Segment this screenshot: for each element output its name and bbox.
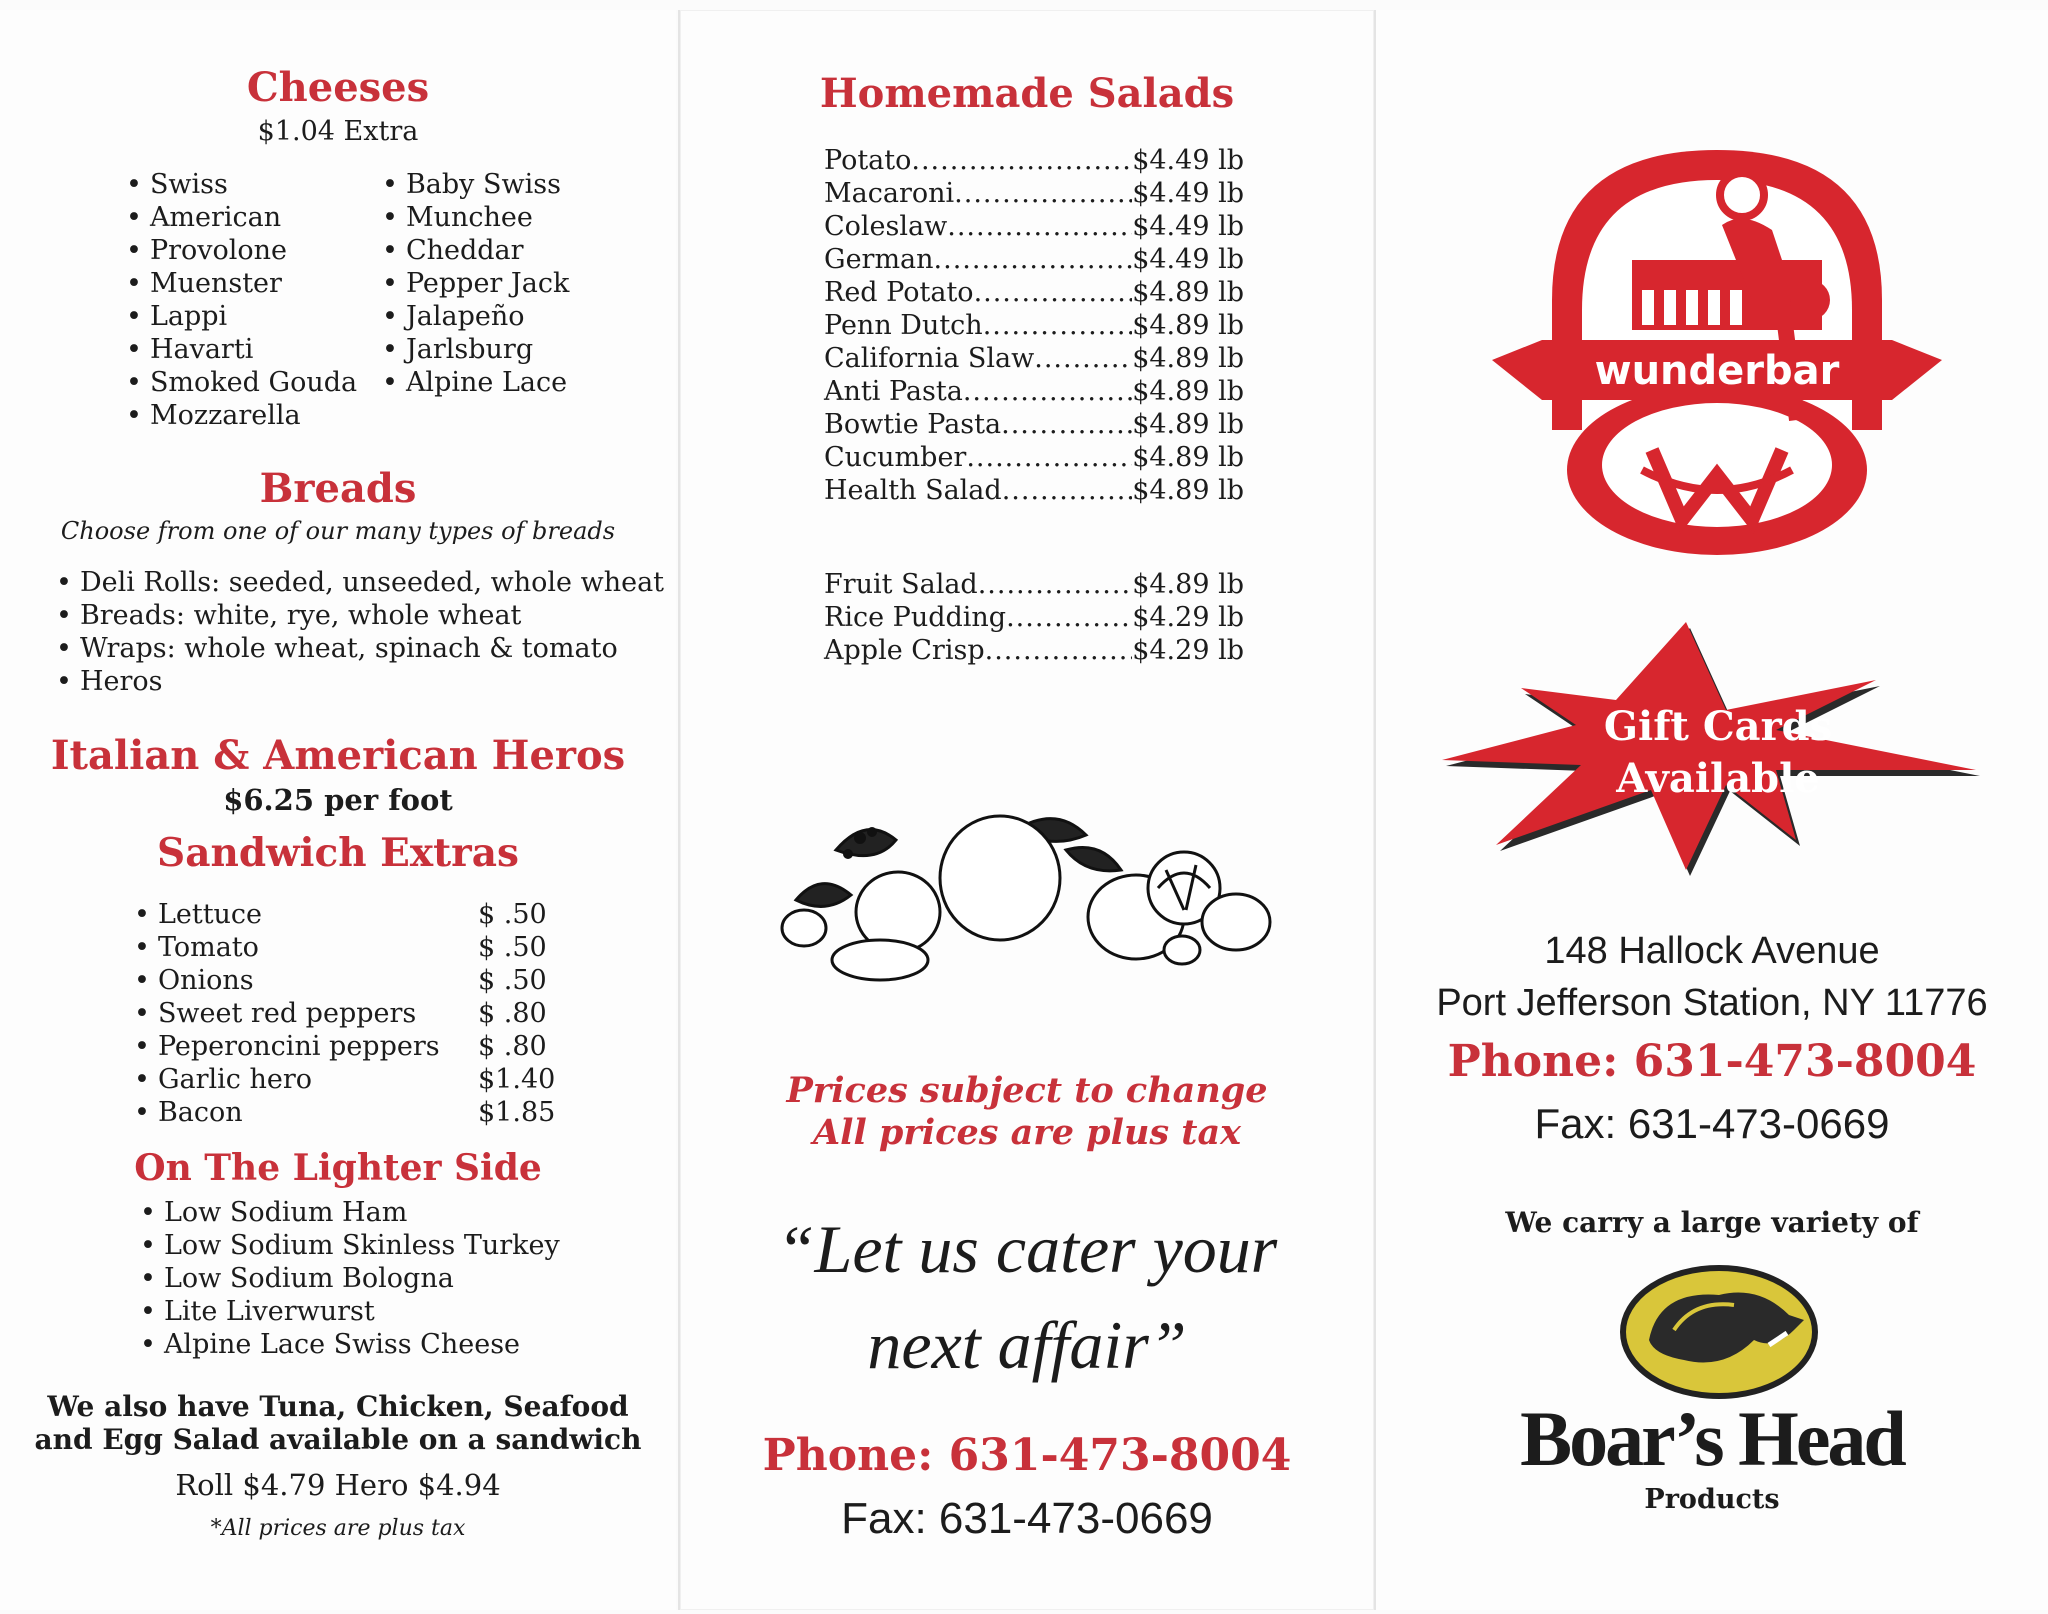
cheese-item: • Baby Swiss [382,168,569,201]
heros-title: Italian & American Heros [50,732,626,779]
extra-price: $ .50 [478,965,547,996]
cheese-item: • Alpine Lace [382,366,569,399]
salad-item [824,210,1244,243]
salad-price: $4.89 lb [1132,343,1244,374]
extra-name: Bacon [157,1097,243,1128]
salad-name: Red Potato [824,277,974,308]
salad-item [824,177,1244,210]
cheese-item: • Munchee [382,201,569,234]
cheese-item: • Cheddar [382,234,569,267]
salad-price: $4.49 lb [1132,244,1244,275]
lighter-item: • Low Sodium Skinless Turkey [140,1229,560,1262]
salad-item [824,474,1244,507]
salad-item [824,375,1244,408]
dot-leader [1006,601,1132,634]
cheese-item: • Smoked Gouda [126,366,357,399]
notice-prices-change: Prices subject to change [786,1070,1268,1111]
salad-name: Health Salad [824,475,1002,506]
notice-plus-tax: All prices are plus tax [813,1112,1241,1153]
salads-title: Homemade Salads [819,70,1235,117]
middle-phone: Phone: 631-473-8004 [762,1430,1292,1481]
salad-name: California Slaw [824,343,1035,374]
salad-price: $4.49 lb [1132,211,1244,242]
lighter-title: On The Lighter Side [134,1147,542,1189]
salad-name: Bowtie Pasta [824,409,1002,440]
extra-price: $ .50 [478,932,547,963]
extra-name: Onions [157,965,254,996]
dot-leader [1001,408,1132,441]
extras-title: Sandwich Extras [157,830,519,876]
lighter-list [140,1196,560,1361]
extra-name: Tomato [157,932,259,963]
extra-item: • Garlic hero $1.40 [134,1064,556,1095]
salad-sandwich-prices: Roll $4.79 Hero $4.94 [175,1468,501,1502]
cheese-item: • American [126,201,357,234]
dot-leader [983,309,1133,342]
extra-name: Garlic hero [157,1064,313,1095]
salad-price: $4.49 lb [1132,178,1244,209]
salad-price: $4.49 lb [1132,145,1244,176]
salad-name: Cucumber [824,442,967,473]
salad-name: Potato [824,145,912,176]
gift-cards-line1: Gift Cards [1603,703,1833,750]
boars-head-logo [1619,1260,1819,1400]
cheese-item: • Lappi [126,300,357,333]
salad-price: $4.89 lb [1132,442,1244,473]
carry-text: We carry a large variety of [1505,1206,1919,1239]
heros-price: $6.25 per foot [223,783,453,817]
salad-list [824,144,1244,507]
salad-price: $4.29 lb [1132,635,1244,666]
cheese-item: • Jarlsburg [382,333,569,366]
salad-price: $4.89 lb [1132,277,1244,308]
middle-fax: Fax: 631-473-0669 [841,1494,1213,1543]
cheeses-subtitle: $1.04 Extra [257,116,419,147]
salad-item [824,309,1244,342]
wunderbar-logo [1492,150,1942,560]
salad-name: Macaroni [824,178,955,209]
tax-note: *All prices are plus tax [210,1516,466,1541]
right-phone: Phone: 631-473-8004 [1447,1036,1977,1087]
left-panel [0,10,676,1610]
lighter-item: • Lite Liverwurst [140,1295,560,1328]
salad-price: $4.29 lb [1132,602,1244,633]
extra-item: • Bacon $1.85 [134,1097,556,1128]
salad-item [824,634,1244,667]
cheese-item: • Provolone [126,234,357,267]
salad-item [824,568,1244,601]
dot-leader [974,276,1133,309]
extra-price: $ .80 [478,998,547,1029]
address-line1: 148 Hallock Avenue [1544,930,1880,972]
dot-leader [911,144,1132,177]
address-line2: Port Jefferson Station, NY 11776 [1436,982,1988,1024]
right-panel [1376,10,2048,1610]
salad-item [824,408,1244,441]
cheese-item: • Mozzarella [126,399,357,432]
salad-name: Fruit Salad [824,569,978,600]
extra-item: • Tomato $ .50 [134,931,554,964]
dot-leader [947,210,1132,243]
extra-price: $1.40 [478,1064,556,1095]
extra-item: • Peperoncini peppers $ .80 [134,1030,554,1063]
cheese-list-left [126,168,357,432]
breads-subtitle: Choose from one of our many types of breads [60,517,616,545]
salad-price: $4.89 lb [1132,475,1244,506]
gift-cards-starburst [1436,610,1996,880]
salad-price: $4.89 lb [1132,409,1244,440]
salad-name: Rice Pudding [824,602,1007,633]
breads-title: Breads [259,465,417,512]
salad-item [824,441,1244,474]
salad-item [824,276,1244,309]
fruit-illustration [776,810,1276,995]
cater-line1: “Let us cater your [776,1211,1278,1287]
extra-price: $ .50 [478,899,547,930]
dot-leader [978,568,1132,601]
boars-head-brand: Boar’s Head [1520,1395,1904,1482]
cheese-item: • Jalapeño [382,300,569,333]
salad-price: $4.89 lb [1132,376,1244,407]
salad-name: Penn Dutch [824,310,983,341]
bread-item: • Deli Rolls: seeded, unseeded, whole wheat [56,566,664,599]
cheeses-title: Cheeses [246,64,430,111]
extra-item: • Onions $ .50 [134,964,554,997]
dot-leader [1034,342,1132,375]
cheese-item: • Pepper Jack [382,267,569,300]
lighter-item: • Alpine Lace Swiss Cheese [140,1328,560,1361]
salad-name: German [824,244,934,275]
cheese-item: • Muenster [126,267,357,300]
salad-name: Anti Pasta [824,376,963,407]
salad-name: Apple Crisp [824,635,985,666]
bread-item: • Breads: white, rye, whole wheat [56,599,664,632]
right-fax: Fax: 631-473-0669 [1534,1100,1890,1147]
cheese-list-right [382,168,569,399]
gift-cards-line2: Available [1616,755,1820,802]
extra-item: • Sweet red peppers $ .80 [134,997,554,1030]
salad-price: $4.89 lb [1132,569,1244,600]
extra-price: $1.85 [478,1097,556,1128]
salad-sandwich-line1: We also have Tuna, Chicken, Seafood [47,1390,629,1423]
bread-list [56,566,664,698]
middle-panel [678,10,1376,1610]
extra-price: $ .80 [478,1031,547,1062]
extra-name: Lettuce [157,899,263,930]
cater-line2: next affair” [867,1307,1187,1383]
dot-leader [985,634,1133,667]
salad-sandwich-line2: and Egg Salad available on a sandwich [34,1423,642,1456]
bread-item: • Wraps: whole wheat, spinach & tomato [56,632,664,665]
dot-leader [1002,474,1133,507]
wunderbar-logo-text: wunderbar [1594,348,1840,394]
cheese-item: • Swiss [126,168,357,201]
dot-leader [954,177,1132,210]
dot-leader [966,441,1132,474]
salad-item [824,342,1244,375]
dessert-list [824,568,1244,667]
extra-name: Peperoncini peppers [157,1031,440,1062]
extra-name: Sweet red peppers [157,998,417,1029]
extras-list [134,898,554,1129]
salad-name: Coleslaw [824,211,948,242]
dot-leader [934,243,1133,276]
extra-item: • Lettuce $ .50 [134,898,554,931]
salad-item [824,601,1244,634]
lighter-item: • Low Sodium Ham [140,1196,560,1229]
lighter-item: • Low Sodium Bologna [140,1262,560,1295]
salad-price: $4.89 lb [1132,310,1244,341]
salad-item [824,144,1244,177]
salad-item [824,243,1244,276]
cheese-item: • Havarti [126,333,357,366]
boars-head-products: Products [1644,1484,1780,1515]
dot-leader [963,375,1132,408]
bread-item: • Heros [56,665,664,698]
